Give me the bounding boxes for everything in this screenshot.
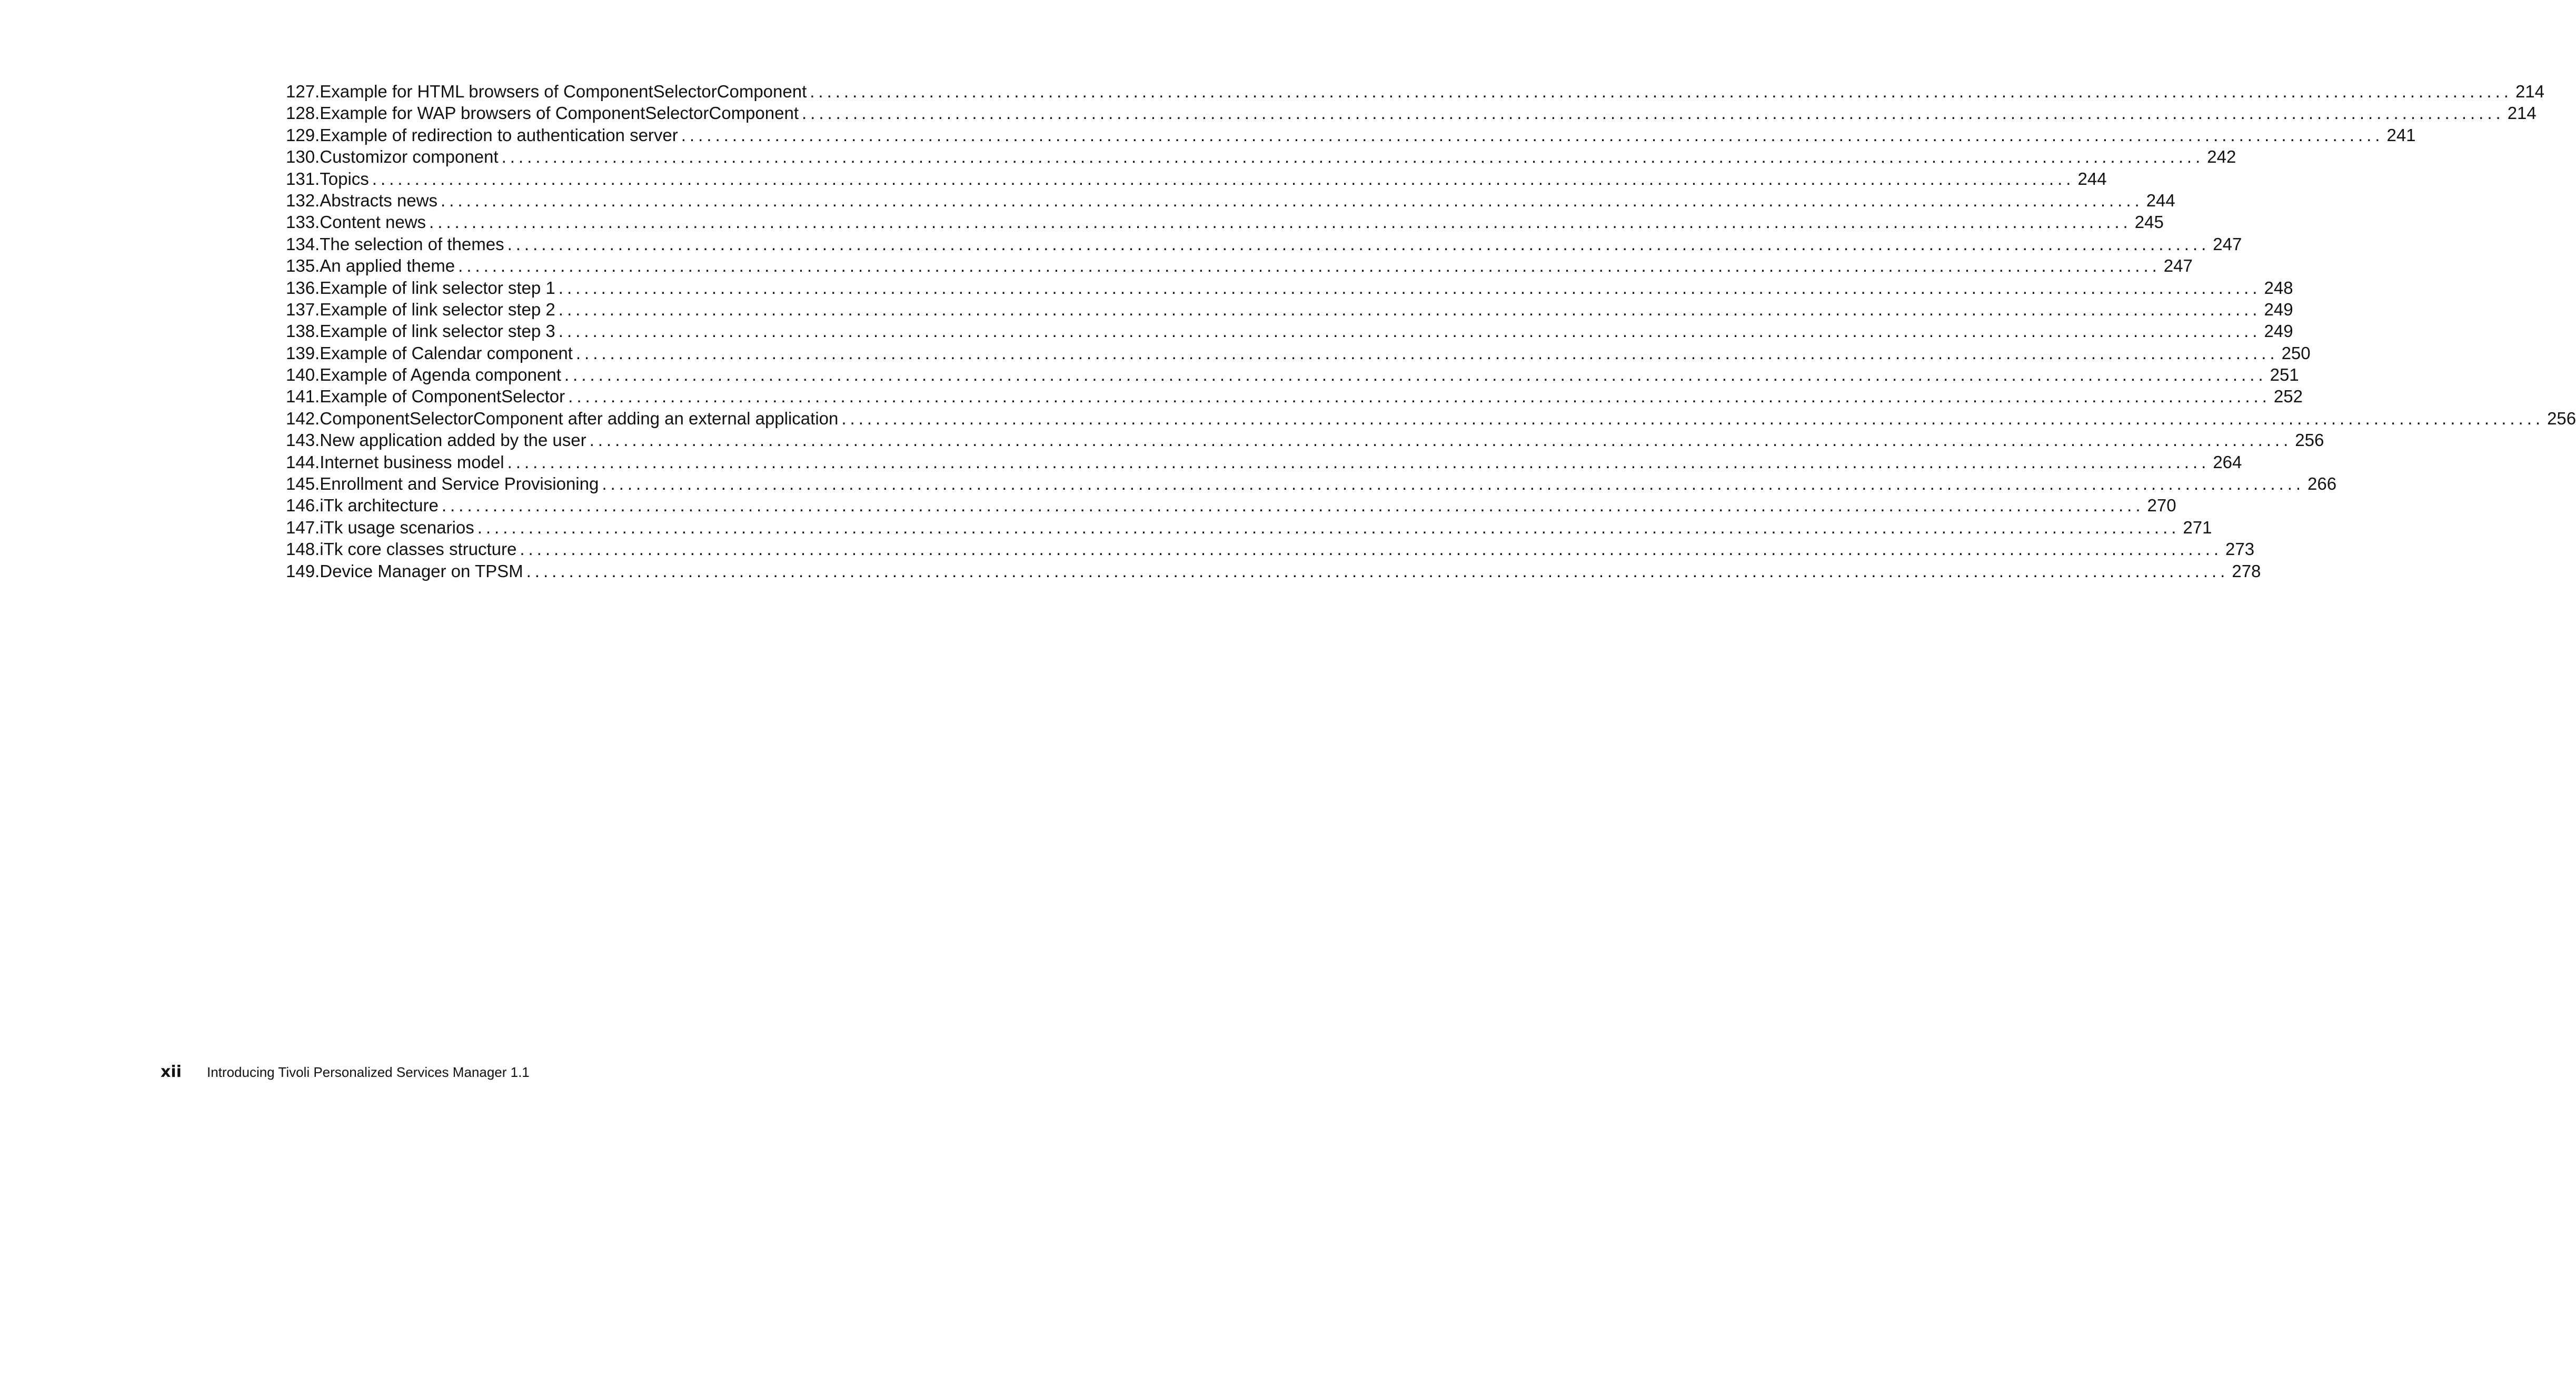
dot-leader: ........................................................................................................................................................................................................ (372, 169, 2075, 189)
toc-entry[interactable] (286, 517, 2212, 538)
entry-number: 144. (286, 452, 320, 472)
toc-entry[interactable] (286, 277, 2293, 299)
entry-number: 135. (286, 256, 320, 276)
entry-page-number: 256 (2547, 408, 2576, 428)
toc-entry[interactable] (286, 451, 2242, 473)
dot-leader: ........................................................................................................................................................................................................ (602, 474, 2305, 494)
dot-leader: ........................................................................................................................................................................................................ (564, 365, 2267, 385)
entry-page-number: 247 (2163, 256, 2193, 276)
toc-entry[interactable] (286, 255, 2193, 276)
toc-entry[interactable] (286, 364, 2299, 385)
footer-page-number: xii (161, 1063, 182, 1081)
dot-leader: ........................................................................................................................................................................................................ (810, 82, 2512, 101)
entry-page-number: 214 (2515, 82, 2545, 101)
entry-number: 146. (286, 496, 320, 516)
entry-number: 142. (286, 408, 320, 428)
entry-title: Topics (320, 169, 369, 189)
entry-title: Example of redirection to authentication server (320, 125, 678, 145)
dot-leader: ........................................................................................................................................................................................................ (477, 517, 2180, 537)
dot-leader: ........................................................................................................................................................................................................ (589, 430, 2292, 450)
footer-book-title: Introducing Tivoli Personalized Services Manager 1.1 (207, 1064, 530, 1080)
entry-number: 149. (286, 561, 320, 581)
toc-entry[interactable] (286, 429, 2324, 451)
entry-title: Content news (320, 212, 426, 232)
entry-number: 127. (286, 82, 320, 101)
entry-number: 136. (286, 278, 320, 298)
entry-title: The selection of themes (320, 234, 504, 254)
entry-page-number: 241 (2386, 125, 2416, 145)
dot-leader: ........................................................................................................................................................................................................ (429, 212, 2132, 232)
toc-entry[interactable] (286, 168, 2107, 190)
entry-number: 139. (286, 343, 320, 363)
entry-title: Example of link selector step 3 (320, 321, 555, 341)
toc-entry[interactable] (286, 146, 2236, 167)
entry-number: 145. (286, 474, 320, 494)
dot-leader: ........................................................................................................................................................................................................ (558, 299, 2261, 319)
entry-page-number: 244 (2077, 169, 2107, 189)
entry-page-number: 245 (2134, 212, 2164, 232)
dot-leader: ........................................................................................................................................................................................................ (526, 561, 2229, 581)
entry-number: 132. (286, 190, 320, 210)
page-footer (161, 1063, 530, 1081)
entry-number: 140. (286, 365, 320, 385)
dot-leader: ........................................................................................................................................................................................................ (802, 103, 2504, 123)
entry-page-number: 264 (2213, 452, 2242, 472)
dot-leader: ........................................................................................................................................................................................................ (440, 190, 2143, 210)
entry-page-number: 244 (2146, 190, 2175, 210)
toc-entry[interactable] (286, 233, 2242, 255)
dot-leader: ........................................................................................................................................................................................................ (558, 321, 2261, 341)
dot-leader: ........................................................................................................................................................................................................ (558, 278, 2261, 298)
entry-number: 130. (286, 147, 320, 167)
entry-number: 133. (286, 212, 320, 232)
toc-entry[interactable] (286, 538, 2255, 560)
toc-entry[interactable] (286, 190, 2175, 211)
entry-page-number: 266 (2308, 474, 2337, 494)
entry-number: 143. (286, 430, 320, 450)
entry-page-number: 270 (2147, 496, 2176, 516)
dot-leader: ........................................................................................................................................................................................................ (681, 125, 2384, 145)
dot-leader: ........................................................................................................................................................................................................ (507, 452, 2210, 472)
toc-entry[interactable] (286, 385, 2303, 407)
entry-title: iTk core classes structure (320, 539, 517, 559)
entry-title: New application added by the user (320, 430, 586, 450)
entry-title: Device Manager on TPSM (320, 561, 523, 581)
entry-title: Example of Agenda component (320, 365, 561, 385)
toc-entry[interactable] (286, 299, 2293, 320)
entry-page-number: 256 (2295, 430, 2324, 450)
dot-leader: ........................................................................................................................................................................................................ (520, 539, 2223, 559)
entry-page-number: 249 (2264, 321, 2293, 341)
entry-number: 148. (286, 539, 320, 559)
dot-leader: ........................................................................................................................................................................................................ (575, 343, 2279, 363)
entry-number: 141. (286, 387, 320, 407)
entry-page-number: 249 (2264, 299, 2293, 319)
dot-leader: ........................................................................................................................................................................................................ (501, 147, 2204, 167)
toc-entry[interactable] (286, 560, 2261, 582)
toc-entry[interactable] (286, 408, 2576, 429)
toc-entry[interactable] (286, 124, 2416, 146)
entry-title: iTk usage scenarios (320, 517, 474, 537)
entry-title: iTk architecture (320, 496, 439, 516)
entry-page-number: 278 (2232, 561, 2261, 581)
entry-title: Abstracts news (320, 190, 437, 210)
entry-title: An applied theme (320, 256, 455, 276)
entry-number: 131. (286, 169, 320, 189)
entry-title: Example for WAP browsers of ComponentSelectorComponent (320, 103, 799, 123)
dot-leader: ........................................................................................................................................................................................................ (458, 256, 2161, 276)
entry-title: Example of link selector step 2 (320, 299, 555, 319)
toc-entry[interactable] (286, 102, 2537, 124)
entry-number: 137. (286, 299, 320, 319)
toc-entry[interactable] (286, 320, 2293, 342)
entry-number: 129. (286, 125, 320, 145)
entry-title: Enrollment and Service Provisioning (320, 474, 599, 494)
entry-page-number: 248 (2264, 278, 2293, 298)
dot-leader: ........................................................................................................................................................................................................ (841, 408, 2544, 428)
entry-title: ComponentSelectorComponent after adding an external application (320, 408, 839, 428)
entry-title: Customizor component (320, 147, 499, 167)
entry-page-number: 242 (2207, 147, 2236, 167)
entry-page-number: 271 (2183, 517, 2212, 537)
entry-title: Example of Calendar component (320, 343, 573, 363)
entry-title: Internet business model (320, 452, 504, 472)
toc-entry[interactable] (286, 211, 2164, 233)
entry-title: Example of ComponentSelector (320, 387, 565, 407)
list-of-figures (286, 81, 2576, 582)
entry-number: 138. (286, 321, 320, 341)
dot-leader: ........................................................................................................................................................................................................ (568, 387, 2271, 407)
toc-entry[interactable] (286, 494, 2176, 516)
entry-title: Example of link selector step 1 (320, 278, 555, 298)
entry-page-number: 250 (2281, 343, 2311, 363)
entry-page-number: 214 (2507, 103, 2537, 123)
toc-entry[interactable] (286, 81, 2545, 102)
entry-number: 134. (286, 234, 320, 254)
entry-page-number: 273 (2225, 539, 2255, 559)
entry-title: Example for HTML browsers of ComponentSelectorComponent (320, 82, 807, 101)
dot-leader: ........................................................................................................................................................................................................ (507, 234, 2210, 254)
entry-page-number: 247 (2213, 234, 2242, 254)
toc-entry[interactable] (286, 342, 2311, 364)
toc-entry[interactable] (286, 473, 2337, 494)
dot-leader: ........................................................................................................................................................................................................ (441, 496, 2144, 516)
entry-number: 128. (286, 103, 320, 123)
entry-number: 147. (286, 517, 320, 537)
entry-page-number: 251 (2270, 365, 2299, 385)
entry-page-number: 252 (2273, 387, 2303, 407)
